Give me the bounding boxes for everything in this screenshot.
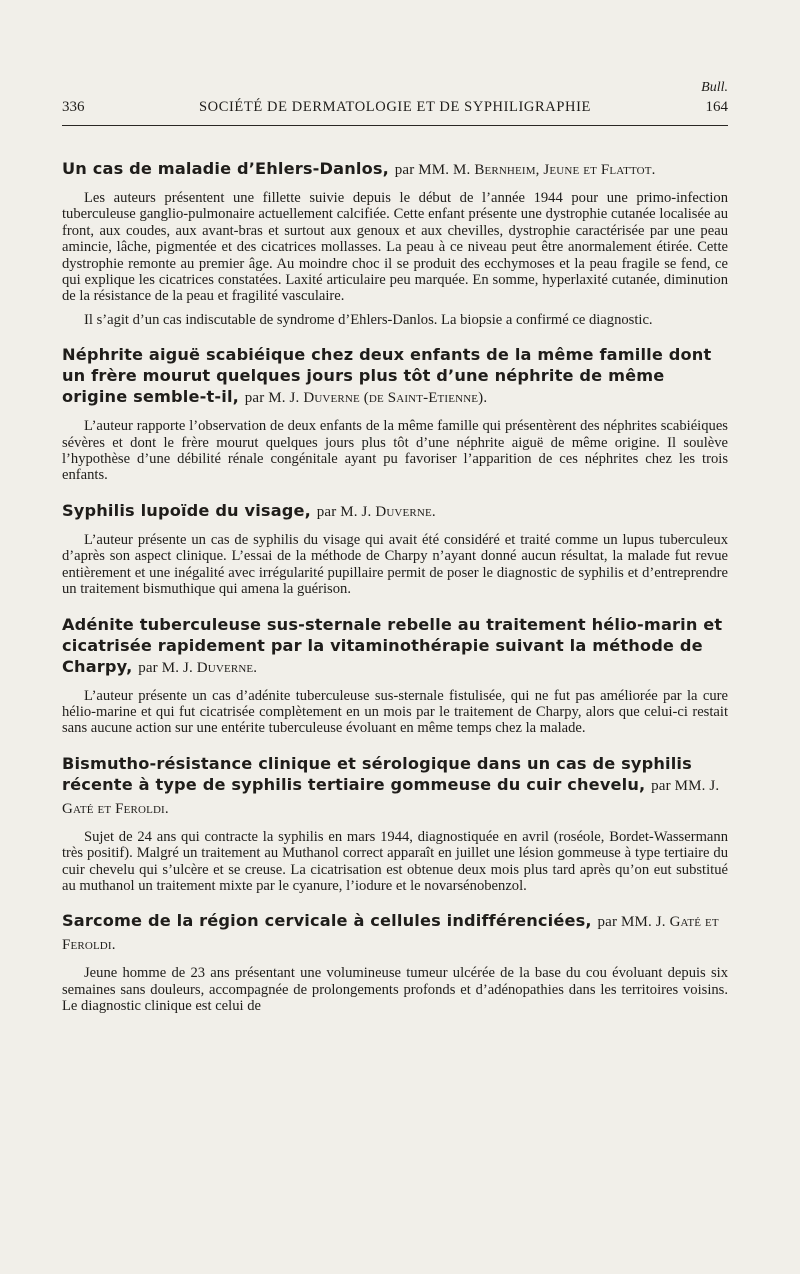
- bull-number: 164: [705, 99, 728, 115]
- article-byline: [245, 390, 487, 406]
- article-paragraph: Jeune homme de 23 ans présentant une volumineuse tumeur ulcérée de la base du cou évoluant depuis six semaines sans douleurs, accompagnée de prolongements profonds et d’adénopathies dans les territoires voisins. Le diagnostic clinique est celui de: [62, 965, 728, 1015]
- article-sarcome: [62, 910, 728, 1014]
- article-paragraph: L’auteur rapporte l’observation de deux enfants de la même famille qui présentèrent des néphrites scabiéiques sévères et dont le frère mourut quelques jours plus tôt d’une néphrite aiguë de même origine. Il soulève l’hypothèse d’une débilité rénale congénitale ayant pu favoriser l’apparition de ces néphrites chez les trois enfants.: [62, 418, 728, 484]
- article-authors: Gaté et Feroldi.: [62, 800, 169, 817]
- article-nephrite: [62, 344, 728, 484]
- byline-prefix: par MM. J.: [651, 777, 720, 794]
- article-paragraph: Les auteurs présentent une fillette suivie depuis le début de l’année 1944 pour une primo-infection tuberculeuse ganglio-pulmonaire actuellement calcifiée. Cette enfant présente une dystrophie cutanée localisée au front, aux coudes, aux avant-bras et surtout aux genoux et aux chevilles, dystrophie caractérisée par une peau amincie, lâche, pigmentée et des cicatrices mollasses. La peau à ce niveau peut être anormalement étirée. Cette dystrophie remonte au premier âge. Au moindre choc il se produit des ecchymoses et la peau fragile se fend, ce qui explique les cicatrices constatées. Laxité articulaire peu marquée. En somme, hyperlaxité cutanée, diminution de la résistance de la peau et fragilité vasculaire.: [62, 190, 728, 305]
- page-number: 336: [62, 99, 85, 115]
- byline-prefix: par M. J.: [316, 503, 372, 520]
- article-title: [62, 753, 728, 820]
- bull-label: Bull.: [701, 80, 728, 95]
- article-title: [62, 500, 728, 523]
- article-title: [62, 614, 728, 679]
- running-header: [62, 99, 728, 126]
- article-title-text: Un cas de maladie d’Ehlers-Danlos,: [62, 159, 389, 178]
- article-title: [62, 910, 728, 956]
- byline-prefix: par MM. M.: [394, 162, 471, 178]
- article-title-text: Sarcome de la région cervicale à cellules indifférenciées,: [62, 911, 592, 931]
- article-authors: Bernheim, Jeune et Flattot.: [474, 162, 656, 178]
- article-title-text: Bismutho-résistance clinique et sérologique dans un cas de syphilis récente à type de syphilis tertiaire gommeuse du cuir chevelu,: [62, 753, 692, 794]
- article-authors: Gaté et Feroldi.: [62, 914, 719, 954]
- article-bismutho-resistance: [62, 753, 728, 895]
- bulletin-reference: [701, 80, 728, 96]
- article-byline: [317, 504, 436, 520]
- article-paragraph: L’auteur présente un cas de syphilis du visage qui avait été considéré et traité comme un lupus tuberculeux d’après son aspect clinique. L’essai de la méthode de Charpy n’ayant donné aucun résultat, la malade fut revue entièrement et une inégalité avec irrégularité pupillaire permit de poser le diagnostic de syphilis et d’entreprendre un traitement bismuthique qui amena la guérison.: [62, 531, 728, 598]
- article-byline: [138, 660, 257, 676]
- article-title-text: Syphilis lupoïde du visage,: [62, 500, 311, 520]
- article-authors: Duverne.: [196, 659, 258, 676]
- article-ehlers-danlos: [62, 158, 728, 328]
- article-title: [62, 158, 728, 181]
- article-syphilis-lupoide: [62, 500, 728, 598]
- article-adenite: [62, 614, 728, 737]
- byline-prefix: par M. J.: [244, 390, 300, 407]
- byline-prefix: par MM. J.: [597, 914, 666, 931]
- article-byline: [395, 162, 656, 178]
- article-paragraph: Sujet de 24 ans qui contracte la syphilis en mars 1944, diagnostiquée en avril (roséole, Bordet-Wassermann très positif). Malgré un traitement au Muthanol correct apparaît en juillet une lésion gommeuse à type tertiaire du cuir chevelu qui s’ulcère et se creuse. La cicatrisation est obtenue deux mois plus tard après qu’on eut substitué au muthanol un traitement mixte par le cyanure, l’iodure et le novarsénobenzol.: [62, 828, 728, 894]
- running-title: SOCIÉTÉ DE DERMATOLOGIE ET DE SYPHILIGRAPHIE: [199, 99, 591, 115]
- article-authors: Duverne.: [375, 503, 436, 520]
- article-title: [62, 344, 728, 409]
- article-title-text: Adénite tuberculeuse sus-sternale rebelle au traitement hélio-marin et cicatrisée rapidement par la vitaminothérapie suivant la méthode de Charpy,: [62, 614, 723, 676]
- article-authors: Duverne (de Saint-Etienne).: [303, 390, 488, 407]
- article-paragraph: Il s’agit d’un cas indiscutable de syndrome d’Ehlers-Danlos. La biopsie a confirmé ce diagnostic.: [84, 311, 653, 328]
- byline-prefix: par M. J.: [138, 659, 193, 676]
- page-content: [62, 158, 728, 1031]
- article-paragraph: L’auteur présente un cas d’adénite tuberculeuse sus-sternale fistulisée, qui ne fut pas améliorée par la cure hélio-marine et qui fut cicatrisée complètement en un mois par le traitement de Charpy, alors que celui-ci restait sans aucune action sur une entérite tuberculeuse évoluant en même temps chez la malade.: [62, 687, 728, 737]
- article-title-text: Néphrite aiguë scabiéique chez deux enfants de la même famille dont un frère mourut quelques jours plus tôt d’une néphrite de même origine semble-t-il,: [62, 345, 712, 407]
